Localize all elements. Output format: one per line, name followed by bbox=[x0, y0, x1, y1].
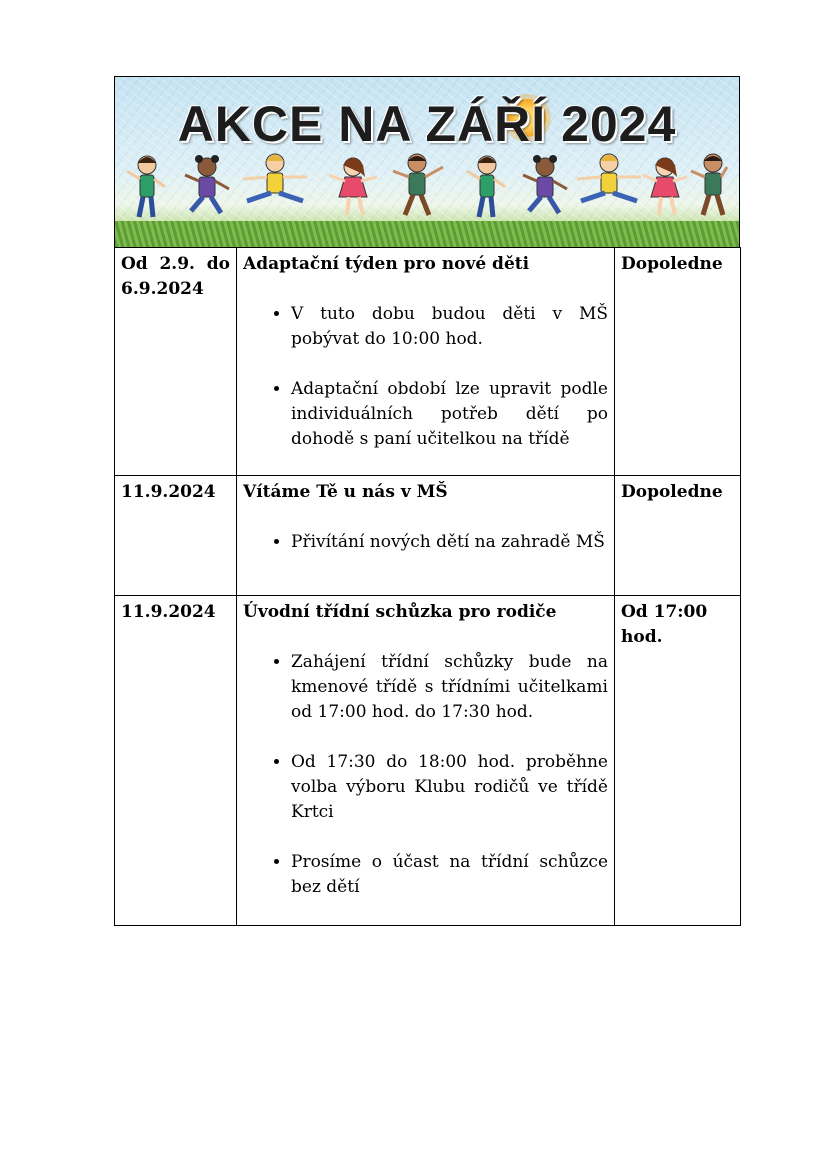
children-illustration bbox=[125, 153, 729, 229]
list-item: • Adaptační období lze upravit podle individuálních potřeb dětí po dohodě s paní učitelkou na třídě bbox=[291, 377, 608, 452]
child-figure bbox=[577, 154, 641, 201]
table-row bbox=[115, 596, 741, 926]
child-figure bbox=[185, 155, 229, 213]
child-figure bbox=[523, 155, 567, 213]
event-date: 11.9.2024 bbox=[115, 476, 237, 596]
child-figure bbox=[329, 158, 377, 215]
list-item: • V tuto dobu budou děti v MŠ pobývat do 10:00 hod. bbox=[291, 302, 608, 352]
event-date: 11.9.2024 bbox=[115, 596, 237, 926]
child-figure bbox=[643, 158, 687, 215]
table-row bbox=[115, 476, 741, 596]
table-row bbox=[115, 248, 741, 476]
events-table bbox=[114, 247, 741, 926]
event-title: Úvodní třídní schůzka pro rodiče bbox=[243, 602, 557, 622]
event-time: Od 17:00 hod. bbox=[615, 596, 741, 926]
event-title: Adaptační týden pro nové děti bbox=[243, 254, 530, 274]
child-figure bbox=[467, 156, 505, 217]
child-figure bbox=[127, 156, 165, 217]
event-date: Od 2.9. do 6.9.2024 bbox=[115, 248, 237, 476]
list-item: • Prosíme o účast na třídní schůzce bez dětí bbox=[291, 850, 608, 900]
list-item: • Přivítání nových dětí na zahradě MŠ bbox=[291, 530, 608, 555]
banner-title: AKCE NA ZÁŘÍ 2024 bbox=[177, 96, 677, 152]
event-bullets bbox=[243, 302, 608, 452]
event-bullets bbox=[243, 650, 608, 900]
event-time: Dopoledne bbox=[615, 476, 741, 596]
event-description bbox=[237, 596, 615, 926]
list-item: • Zahájení třídní schůzky bude na kmenové třídě s třídními učitelkami od 17:00 hod. do 17:30 hod. bbox=[291, 650, 608, 725]
event-title: Vítáme Tě u nás v MŠ bbox=[243, 482, 448, 502]
child-figure bbox=[691, 154, 727, 215]
event-description bbox=[237, 476, 615, 596]
grass-strip bbox=[115, 221, 739, 247]
event-description bbox=[237, 248, 615, 476]
child-figure bbox=[393, 154, 443, 215]
header-banner bbox=[114, 76, 740, 247]
event-time: Dopoledne bbox=[615, 248, 741, 476]
document-page bbox=[114, 76, 740, 926]
event-bullets bbox=[243, 530, 608, 555]
list-item: • Od 17:30 do 18:00 hod. proběhne volba výboru Klubu rodičů ve třídě Krtci bbox=[291, 750, 608, 825]
child-figure bbox=[243, 154, 307, 201]
